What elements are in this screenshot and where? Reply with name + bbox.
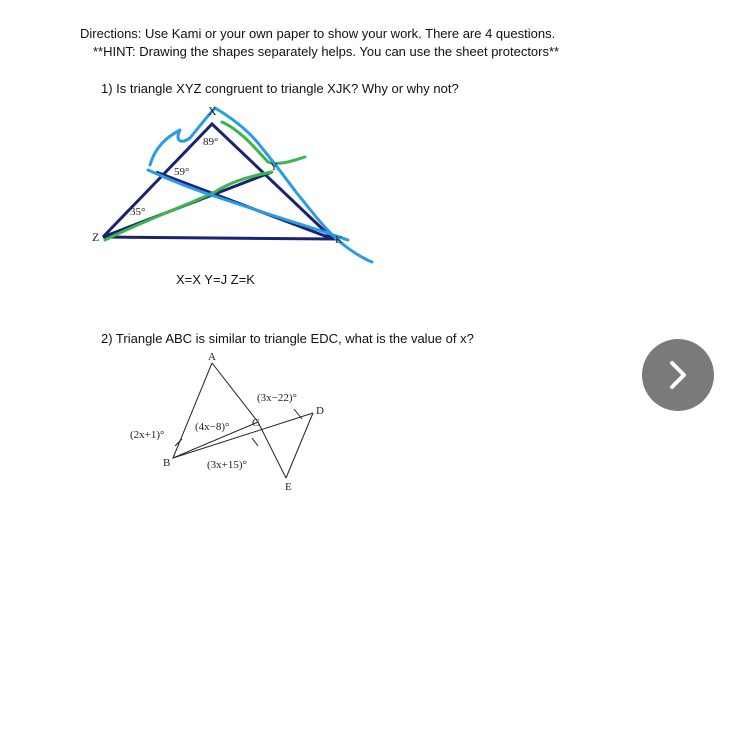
label-c: C bbox=[252, 417, 260, 429]
directions-text: Directions: Use Kami or your own paper to show your work. There are 4 questions. bbox=[80, 26, 556, 41]
label-y: Y bbox=[270, 161, 278, 173]
label-e: E bbox=[285, 481, 292, 493]
question-1-student-answer: X=X Y=J Z=K bbox=[176, 272, 255, 287]
chevron-right-icon bbox=[658, 355, 698, 395]
label-a: A bbox=[208, 351, 216, 363]
label-d: D bbox=[316, 405, 324, 417]
label-z: Z bbox=[92, 230, 100, 244]
angle-d-label: (3x−22)° bbox=[257, 392, 297, 404]
angle-acb-label: (4x−8)° bbox=[195, 421, 230, 433]
hint-text: **HINT: Drawing the shapes separately helps. You can use the sheet protectors** bbox=[93, 44, 560, 59]
angle-top-label: 89° bbox=[203, 136, 219, 148]
angle-b-label: (2x+1)° bbox=[130, 429, 165, 441]
question-2-prompt: 2) Triangle ABC is similar to triangle EDC, what is the value of x? bbox=[101, 331, 474, 346]
angle-ecb-label: (3x+15)° bbox=[207, 459, 247, 471]
arrow-c bbox=[252, 438, 258, 446]
segment-b-d bbox=[173, 413, 313, 458]
label-b: B bbox=[163, 457, 171, 469]
triangle-abc bbox=[173, 363, 258, 458]
segment-d-e bbox=[286, 413, 313, 478]
label-x: X bbox=[208, 104, 217, 118]
next-button[interactable] bbox=[642, 339, 714, 411]
angle-left-label: 59° bbox=[174, 166, 190, 178]
label-k: K bbox=[335, 234, 343, 246]
angle-bottom-label: 35° bbox=[130, 206, 146, 218]
question-1-prompt: 1) Is triangle XYZ congruent to triangle XJK? Why or why not? bbox=[101, 81, 459, 96]
segment-c-e bbox=[258, 422, 286, 478]
